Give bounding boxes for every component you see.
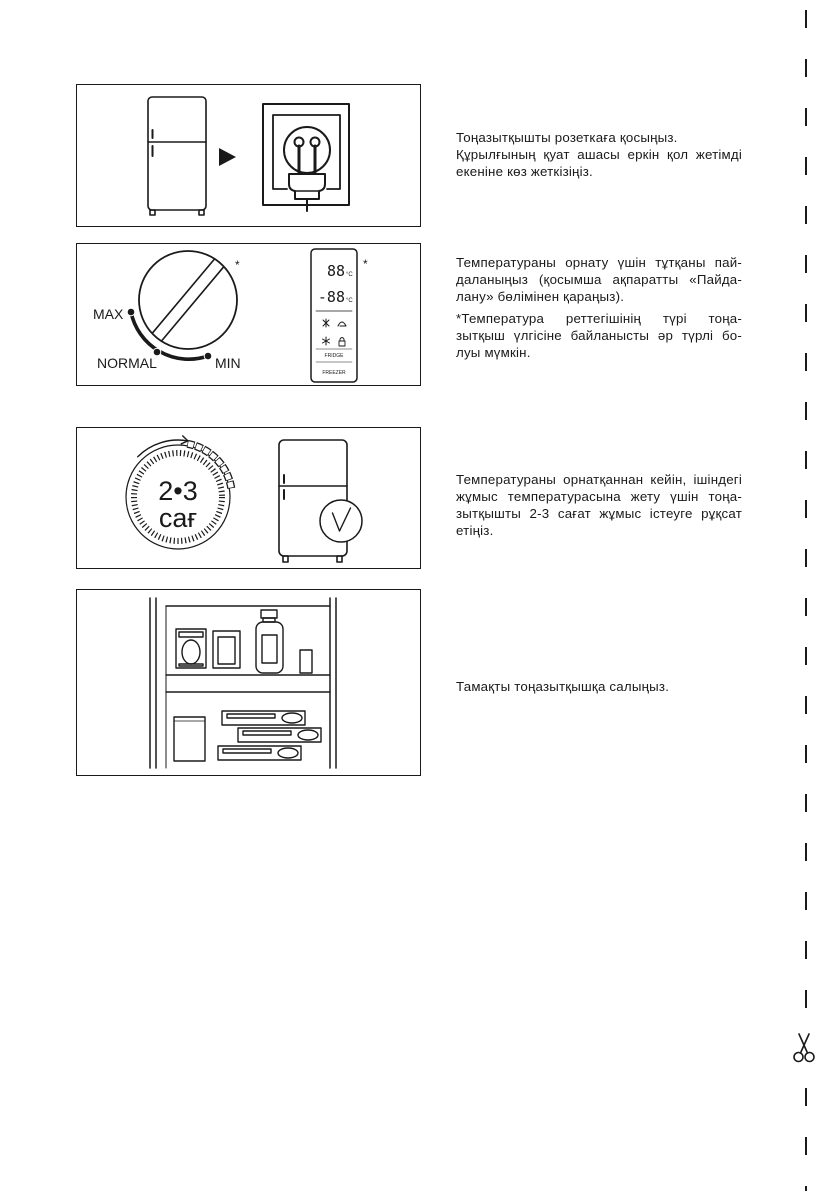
freezer-label: FREEZER (321, 369, 346, 376)
bottle-label (262, 635, 277, 663)
lock-shackle (340, 337, 344, 341)
socket-face (284, 127, 330, 173)
box-outline (176, 629, 206, 668)
step-4-illustration (76, 589, 421, 776)
carton-label (218, 637, 235, 664)
step-2-footnote (456, 310, 742, 361)
fridge-foot-right (337, 556, 342, 562)
text-line: зытқышты 2-3 сағат жұмыс істеуге рұқсат (456, 506, 742, 521)
text-line: етіңіз. (456, 523, 494, 538)
timer-unit: сағ (158, 502, 197, 533)
digital-control-panel (311, 249, 357, 382)
bottle-body (256, 622, 283, 673)
scissors-handle-loop (794, 1053, 803, 1062)
timer-clock-icon (115, 434, 240, 559)
step-3-illustration (76, 427, 421, 569)
timer-duration: 2•3 (157, 475, 198, 506)
display-footnote-mark: * (362, 256, 368, 271)
dial-min-dot (204, 352, 212, 360)
box-label (179, 632, 203, 637)
eco-mode-icon (338, 322, 346, 326)
dial-max-label: MAX (92, 305, 123, 322)
text-line: лану» бөлімінен қараңыз). (456, 289, 625, 304)
bottle-cap (261, 610, 277, 618)
step-1-illustration (76, 84, 421, 227)
food-package (218, 746, 301, 760)
step-4-paragraph (456, 678, 742, 695)
food-carton (213, 631, 240, 668)
dial-max-dot (127, 308, 135, 316)
food-items-top-shelf (176, 610, 312, 673)
temperature-control-drawing (76, 243, 421, 386)
fridge-interior-drawing (76, 589, 421, 776)
power-plug-icon (289, 146, 325, 211)
fridge-temperature-unit: °C (345, 271, 353, 278)
scissors-blade (799, 1034, 808, 1053)
dial-normal-label: NORMAL (96, 354, 157, 371)
step-2-paragraph (456, 254, 742, 305)
text-line: *Температура реттегішінің түрі тоңа- (456, 311, 742, 326)
triangle-right-icon (219, 148, 236, 166)
step-3-paragraph (456, 471, 742, 539)
text-line: Температураны орнату үшін тұтқаны пай- (456, 255, 742, 270)
container-outline (174, 717, 205, 761)
check-circle (320, 500, 362, 542)
step-2-illustration (76, 243, 421, 386)
food-container (174, 717, 205, 761)
thermostat-dial (131, 251, 237, 359)
text-line: екеніне көз жеткізіңіз. (456, 164, 593, 179)
step-1-paragraph (456, 129, 742, 180)
text-line: Температураны орнатқаннан кейін, ішіндегі (456, 472, 742, 487)
text-line: даланыңыз (қосымша ақпаратты «Пайда- (456, 272, 742, 287)
dial-grip-line (152, 258, 214, 332)
box-oval (182, 640, 200, 664)
text-line: луы мүмкін. (456, 345, 531, 360)
wait-drawing (76, 427, 421, 569)
fridge-drawing (148, 97, 206, 215)
step-1-text (456, 129, 742, 180)
cut-line-upper (805, 10, 807, 1008)
fridge-label: FRIDGE (324, 352, 343, 359)
freezer-temperature-unit: °C (345, 297, 353, 304)
lock-body (339, 341, 345, 346)
dial-min-label: MIN (214, 354, 241, 371)
dial-footnote-mark: * (234, 257, 240, 272)
food-box (176, 629, 206, 668)
step-2-text (456, 254, 742, 361)
scissors-handle-loop (805, 1053, 814, 1062)
fridge-body (148, 97, 206, 210)
cut-line-lower (805, 1088, 807, 1191)
bottle (256, 610, 283, 673)
text-line: Тоңазытқышты розеткаға қосыңыз. (456, 130, 678, 145)
step-4-text (456, 678, 742, 695)
fridge-temperature-readout: 88 (326, 261, 345, 280)
food-package (222, 711, 305, 725)
plug-in-drawing (76, 84, 421, 227)
text-line: Құрылғының қуат ашасы еркін қол жетімді (456, 147, 742, 162)
super-cool-icon (323, 319, 329, 327)
check-circle-icon (320, 500, 362, 542)
scissors-blade (801, 1034, 810, 1053)
freezer-temperature-readout: -88 (317, 287, 345, 306)
fridge-foot-left (283, 556, 288, 562)
scissors-shape (794, 1034, 814, 1062)
snowflake-icon (322, 337, 329, 345)
text-line: Тамақты тоңазытқышқа салыңыз. (456, 679, 670, 694)
step-3-text (456, 471, 742, 539)
dial-grip-line (161, 266, 223, 340)
scissors-icon (792, 1032, 816, 1064)
text-line: зытқыш үлгісіне байланысты әр түрлі бо- (456, 328, 742, 343)
lock-icon (339, 337, 345, 346)
plug-head (289, 174, 325, 199)
small-jar (300, 650, 312, 673)
text-line: жұмыс температурасына жету үшін тоңа- (456, 489, 742, 504)
food-items-bottom-shelf (174, 711, 321, 761)
fridge-foot-right (199, 210, 204, 215)
food-package (238, 728, 321, 742)
dial-knob (139, 251, 237, 349)
box-stripe (179, 664, 203, 666)
fridge-foot-left (150, 210, 155, 215)
